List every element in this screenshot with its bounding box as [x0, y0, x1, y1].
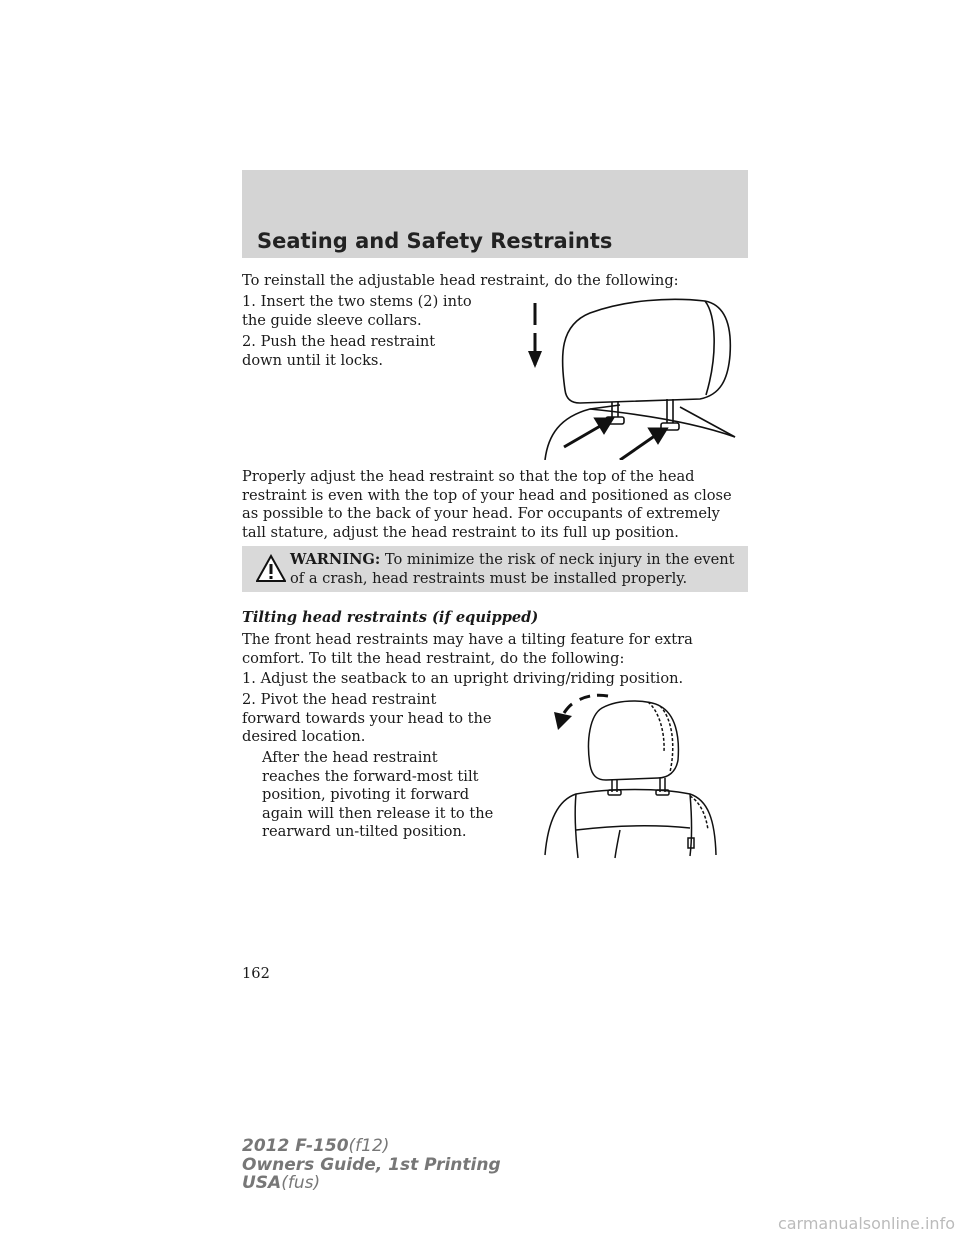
intro-text: To reinstall the adjustable head restraint, do the following: — [242, 272, 679, 289]
footer-region-code: (fus) — [281, 1173, 321, 1193]
warning-box — [242, 546, 748, 592]
section-title: Seating and Safety Restraints — [257, 229, 613, 253]
footer-model: 2012 F-150 — [242, 1136, 349, 1156]
footer-print-info — [242, 1137, 501, 1193]
reinstall-step-2: 2. Push the head restraint down until it locks. — [242, 333, 436, 369]
tilting-intro: The front head restraints may have a tilting feature for extra comfort. To tilt the head restraint, do the following: — [242, 631, 693, 667]
warning-triangle-icon — [256, 554, 286, 584]
warning-body: To minimize the risk of neck injury in the event of a crash, head restraints must be installed properly. — [290, 551, 735, 587]
head-restraint-tilt-illustration — [540, 690, 725, 860]
footer-guide: Owners Guide, 1st Printing — [242, 1154, 501, 1175]
footer-model-code: (f12) — [348, 1136, 390, 1156]
warning-text — [290, 551, 742, 588]
page-number: 162 — [242, 965, 270, 982]
adjust-paragraph: Properly adjust the head restraint so that the top of the head restraint is even with the top of your head and positioned as close as possible to the back of your head. For occupants of extremely tall stature, adjust the head restraint to its full up position. — [242, 468, 732, 541]
tilting-step-1: 1. Adjust the seatback to an upright driving/riding position. — [242, 670, 684, 687]
watermark: carmanualsonline.info — [777, 1214, 955, 1233]
tilting-note: After the head restraint reaches the forward-most tilt position, pivoting it forward again will then release it to the rearward un-tilted position. — [262, 749, 494, 841]
footer-region: USA — [242, 1173, 282, 1193]
head-restraint-install-illustration — [520, 295, 740, 460]
reinstall-step-1: 1. Insert the two stems (2) into the guide sleeve collars. — [242, 293, 472, 329]
tilting-heading: Tilting head restraints (if equipped) — [242, 609, 539, 626]
warning-label: WARNING: — [290, 551, 381, 568]
tilting-step-2: 2. Pivot the head restraint forward towards your head to the desired location. — [242, 691, 492, 746]
